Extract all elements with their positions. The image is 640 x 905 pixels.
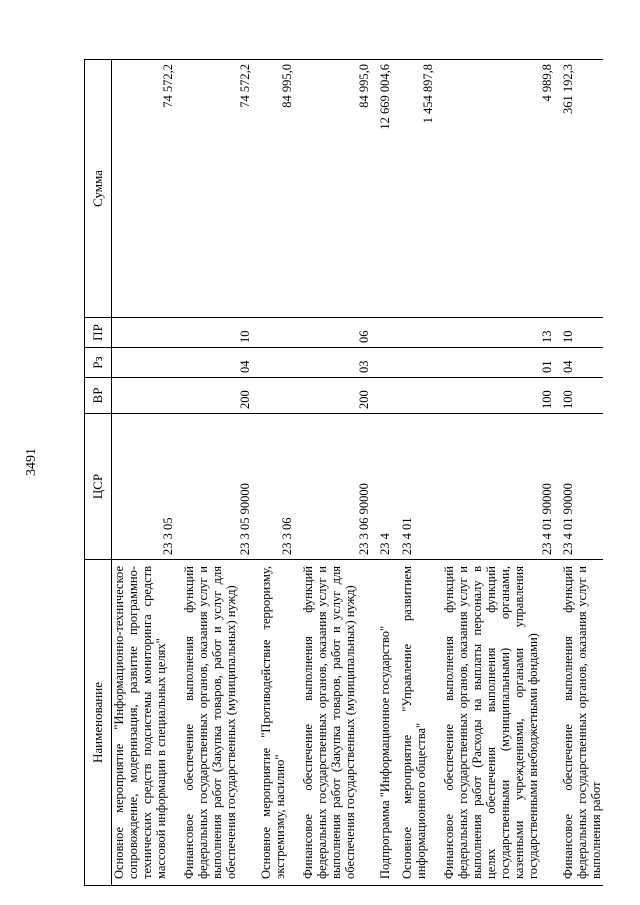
cell-rz: 03 <box>301 348 378 378</box>
cell-pr <box>259 318 301 348</box>
budget-table-rotated <box>84 60 612 886</box>
cell-name: Основное мероприятие "Управление развитием информационного общества" <box>400 560 442 886</box>
cell-pr: 10 <box>561 318 603 348</box>
table-row <box>400 60 442 886</box>
cell-sum: 84 995,0 <box>301 60 378 318</box>
cell-name: Подпрограмма "Информационное государство" <box>378 560 400 886</box>
cell-csr: 23 4 01 90000 <box>561 414 603 560</box>
cell-rz: 04 <box>561 348 603 378</box>
table-row <box>259 60 301 886</box>
cell-csr: 23 3 05 90000 <box>182 414 259 560</box>
cell-pr: 06 <box>301 318 378 348</box>
table-row <box>112 60 182 886</box>
cell-vr: 200 <box>182 378 259 414</box>
cell-rz <box>259 348 301 378</box>
cell-vr <box>400 378 442 414</box>
header-pr: ПР <box>85 318 112 348</box>
cell-vr: 200 <box>301 378 378 414</box>
table-row <box>561 60 603 886</box>
cell-vr <box>378 378 400 414</box>
cell-name: Финансовое обеспечение выполнения функций федеральных государственных органов, оказания услуг и выполнения работ (Расходы на выплаты персоналу в целях обеспечения выполнения функций государственными (муниципальными) органами, казенными учреждениями, органами управления государственными внебюджетными фондами) <box>442 560 561 886</box>
cell-pr <box>400 318 442 348</box>
cell-sum: 74 572,2 <box>112 60 182 318</box>
header-rz: Рз <box>85 348 112 378</box>
cell-vr <box>259 378 301 414</box>
cell-csr: 23 3 06 <box>259 414 301 560</box>
cell-rz: 01 <box>442 348 561 378</box>
header-vr: ВР <box>85 378 112 414</box>
cell-sum: 12 669 004,6 <box>378 60 400 318</box>
header-sum: Сумма <box>85 60 112 318</box>
cell-sum: 84 995,0 <box>259 60 301 318</box>
cell-name: Финансовое обеспечение выполнения функций федеральных государственных органов, оказания услуг и выполнения работ (Закупка товаров, работ и услуг для обеспечения государственных (муниципальных) нужд) <box>182 560 259 886</box>
cell-csr: 23 4 01 <box>400 414 442 560</box>
cell-rz <box>400 348 442 378</box>
cell-name: Финансовое обеспечение выполнения функций федеральных государственных органов, оказания услуг и выполнения работ <box>561 560 603 886</box>
header-name: Наименование <box>85 560 112 886</box>
cell-pr <box>378 318 400 348</box>
cell-csr: 23 4 01 90000 <box>442 414 561 560</box>
cell-rz: 04 <box>182 348 259 378</box>
cell-sum: 1 454 897,8 <box>400 60 442 318</box>
table-row <box>442 60 561 886</box>
cell-csr: 23 3 06 90000 <box>301 414 378 560</box>
cell-name: Основное мероприятие "Противодействие терроризму, экстремизму, насилию" <box>259 560 301 886</box>
header-csr: ЦСР <box>85 414 112 560</box>
cell-csr: 23 4 <box>378 414 400 560</box>
cell-rz <box>378 348 400 378</box>
table-row <box>182 60 259 886</box>
page-number <box>22 442 42 482</box>
cell-sum: 74 572,2 <box>182 60 259 318</box>
cell-pr <box>112 318 182 348</box>
cell-sum: 361 192,3 <box>561 60 603 318</box>
cell-name: Основное мероприятие "Информационно-техническое сопровождение, модернизация, развитие программно-технических средств подсистемы мониторинга средств массовой информации в специальных целях" <box>112 560 182 886</box>
budget-table <box>84 59 603 886</box>
cell-vr: 100 <box>561 378 603 414</box>
page-number-text: 3491 <box>24 448 39 476</box>
cell-pr: 13 <box>442 318 561 348</box>
cell-name: Финансовое обеспечение выполнения функций федеральных государственных органов, оказания услуг и выполнения работ (Закупка товаров, работ и услуг для обеспечения государственных (муниципальных) нужд) <box>301 560 378 886</box>
cell-csr: 23 3 05 <box>112 414 182 560</box>
cell-vr: 100 <box>442 378 561 414</box>
cell-rz <box>112 348 182 378</box>
table-row <box>378 60 400 886</box>
cell-sum: 4 989,8 <box>442 60 561 318</box>
table-row <box>301 60 378 886</box>
cell-vr <box>112 378 182 414</box>
cell-pr: 10 <box>182 318 259 348</box>
table-header-row <box>85 60 112 886</box>
